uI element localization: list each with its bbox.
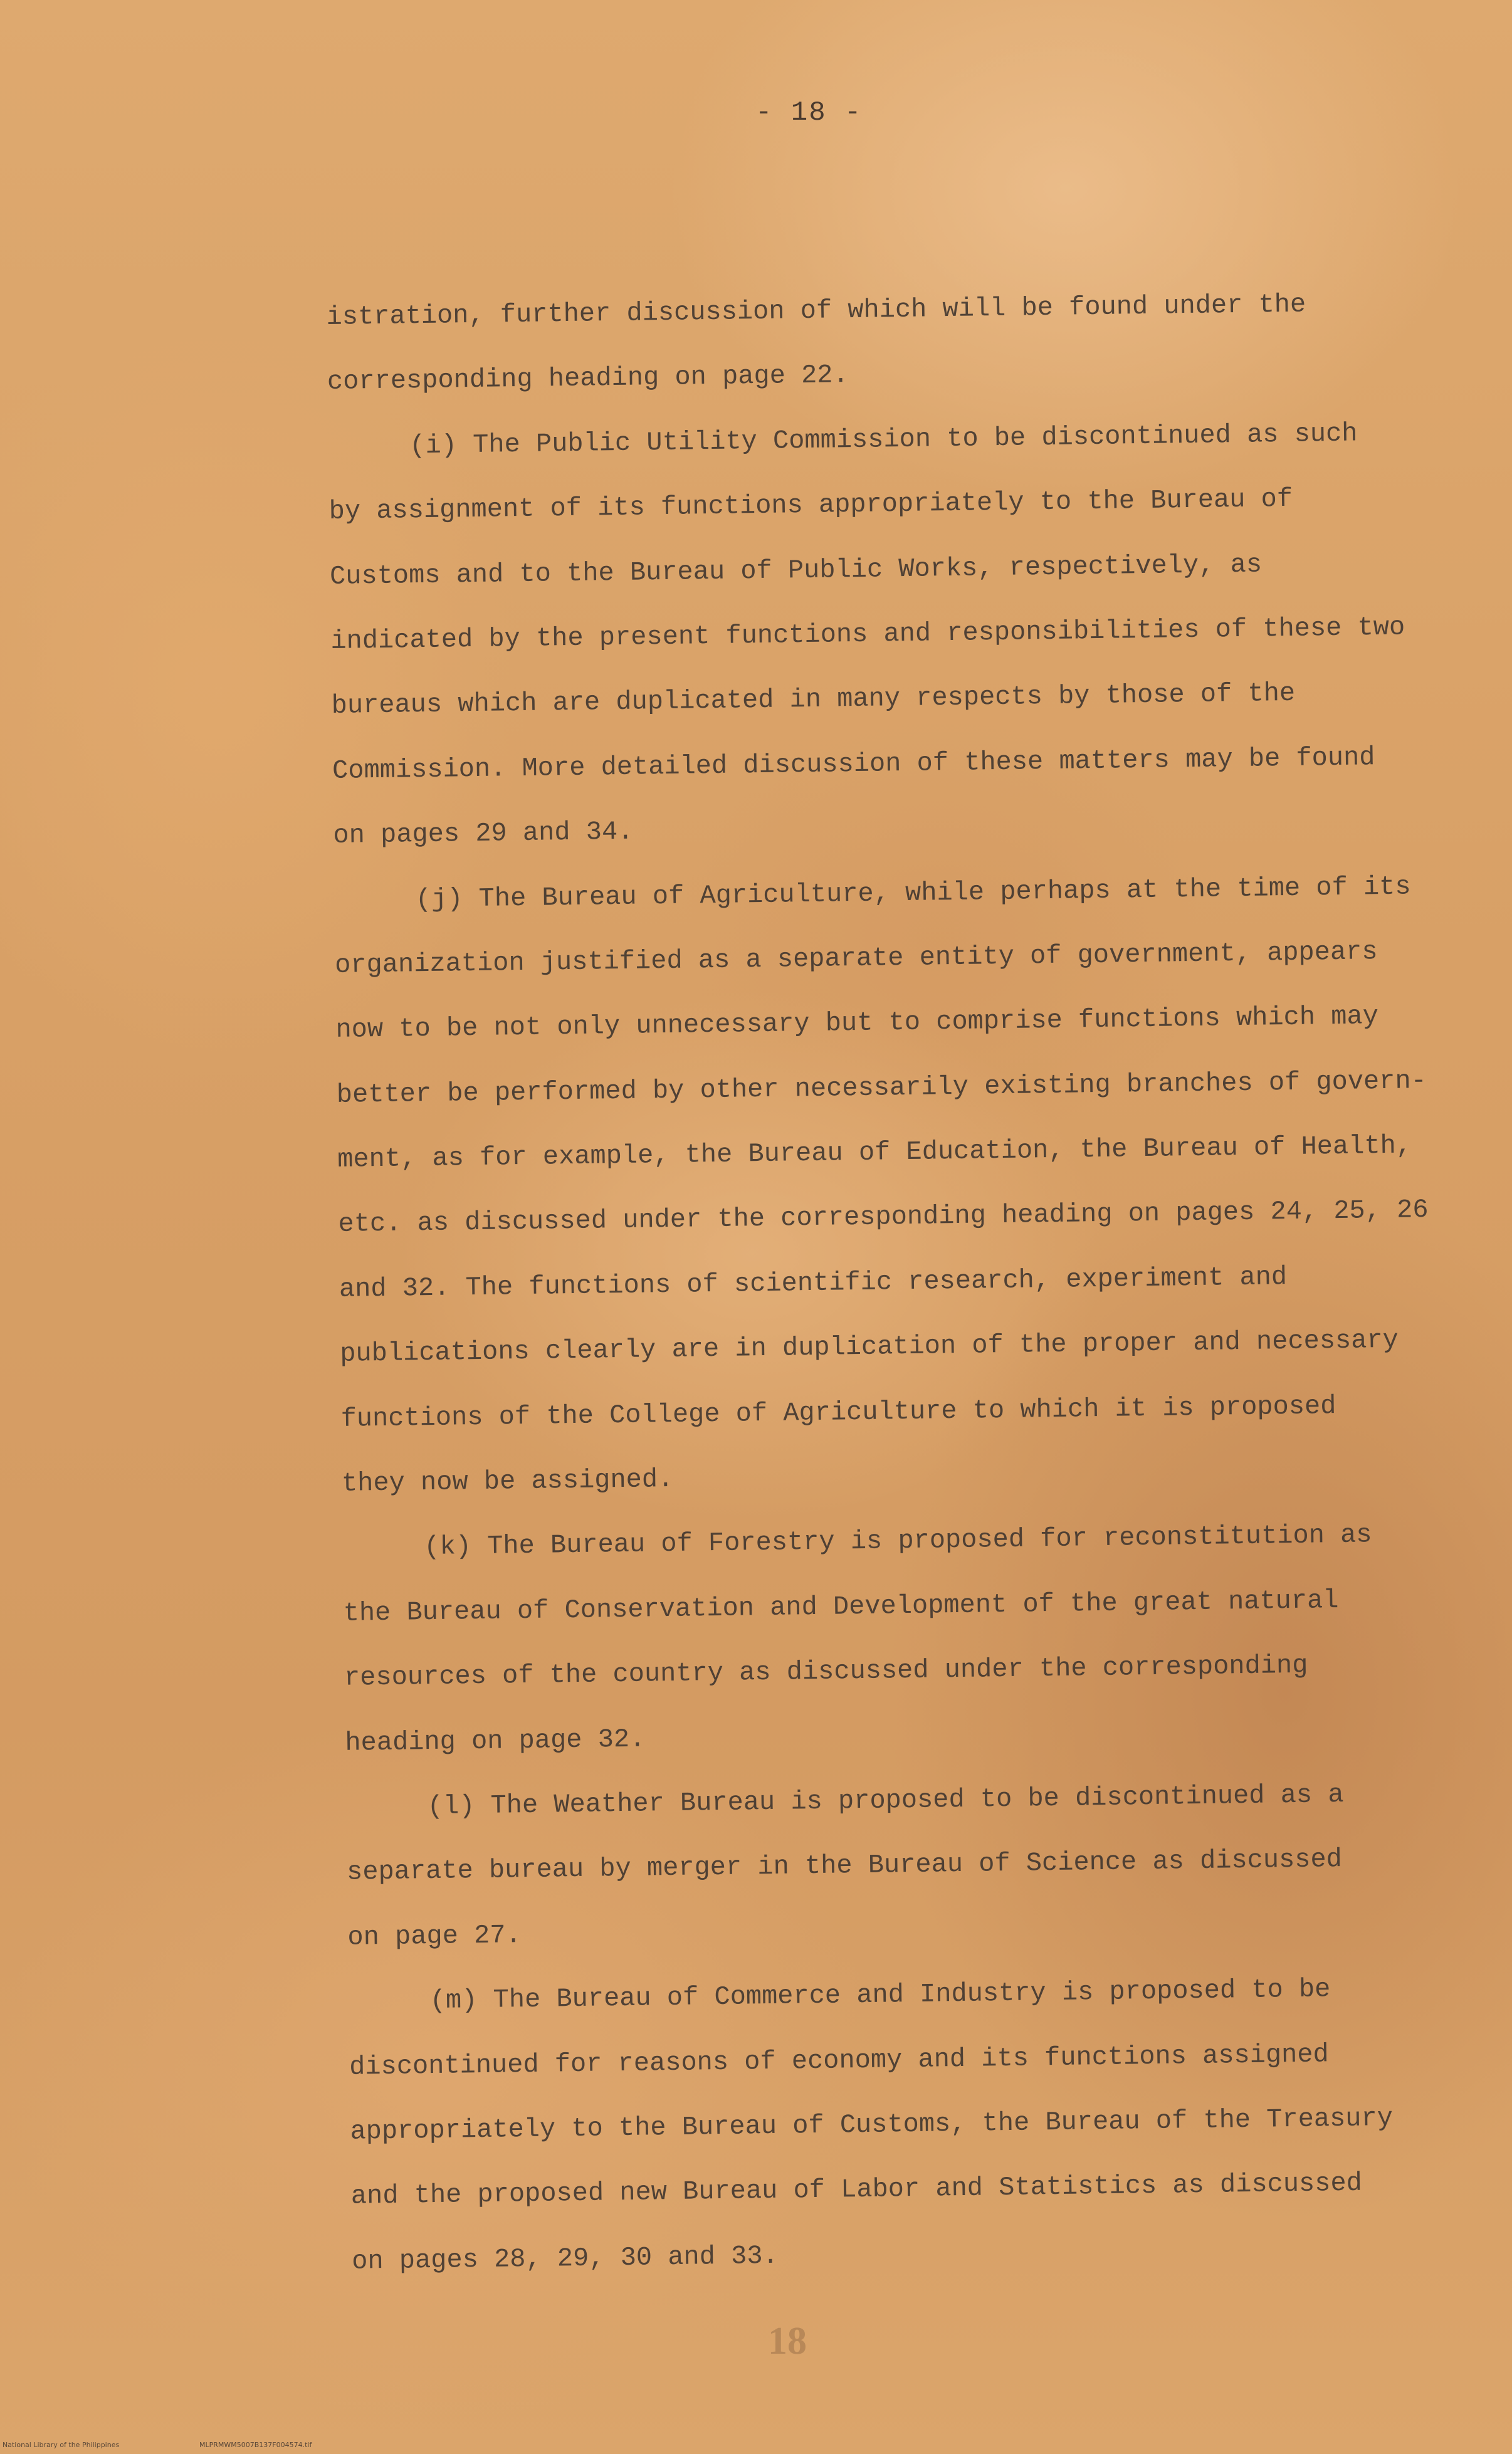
text-line: organization justified as a separate entity of government, appears (334, 936, 1378, 980)
text-line: ment, as for example, the Bureau of Education, the Bureau of Health, (337, 1130, 1412, 1175)
text-line: now to be not only unnecessary but to comprise functions which may (335, 1001, 1379, 1046)
text-line: on page 27. (347, 1919, 522, 1953)
text-line: appropriately to the Bureau of Customs, the Bureau of the Treasury (350, 2102, 1394, 2147)
text-line: they now be assigned. (341, 1464, 674, 1499)
text-line: istration, further discussion of which will be found under the (326, 289, 1306, 332)
folio-stamp: 18 (768, 2320, 807, 2362)
page-number: - 18 - (755, 97, 863, 128)
body-text (326, 271, 1431, 2294)
text-line: better be performed by other necessarily existing branches of govern- (336, 1065, 1427, 1110)
footer-library: National Library of the Philippines (3, 2441, 120, 2449)
text-line: the Bureau of Conservation and Development of the great natural (343, 1585, 1339, 1628)
text-line: by assignment of its functions appropriately to the Bureau of (328, 484, 1293, 527)
text-line: bureaus which are duplicated in many respects by those of the (331, 678, 1296, 721)
text-line: Commission. More detailed discussion of these matters may be found (332, 742, 1375, 786)
paragraph-start-k: (k) The Bureau of Forestry is proposed for reconstitution as (424, 1519, 1372, 1563)
text-line: indicated by the present functions and responsibilities of these two (330, 612, 1405, 656)
text-line: separate bureau by merger in the Bureau of Science as discussed (346, 1844, 1343, 1888)
text-line: etc. as discussed under the corresponding heading on pages 24, 25, 26 (338, 1195, 1429, 1240)
footer-file-id: MLPRMWM5007B137F004574.tif (199, 2441, 312, 2449)
paragraph-start-j: (j) The Bureau of Agriculture, while perhaps at the time of its (415, 871, 1411, 915)
text-line: on pages 29 and 34. (333, 816, 634, 851)
text-line: and 32. The functions of scientific research, experiment and (339, 1261, 1288, 1304)
paragraph-start-l: (l) The Weather Bureau is proposed to be discontinued as a (427, 1779, 1344, 1822)
text-line: discontinued for reasons of economy and its functions assigned (349, 2038, 1330, 2082)
paragraph-start-i: (i) The Public Utility Commission to be discontinued as such (409, 418, 1358, 461)
text-line: functions of the College of Agriculture to which it is proposed (340, 1390, 1336, 1434)
text-line: resources of the country as discussed under the corresponding (344, 1650, 1308, 1694)
text-line: Customs and to the Bureau of Public Works, respectively, as (329, 549, 1263, 592)
paragraph-start-m: (m) The Bureau of Commerce and Industry is proposed to be (429, 1974, 1331, 2016)
text-line: and the proposed new Bureau of Labor and Statistics as discussed (350, 2168, 1363, 2212)
text-line: on pages 28, 29, 30 and 33. (351, 2240, 779, 2277)
text-line: publications clearly are in duplication of the proper and necessary (340, 1325, 1399, 1370)
text-line: corresponding heading on page 22. (327, 360, 849, 397)
text-line: heading on page 32. (345, 1724, 646, 1758)
